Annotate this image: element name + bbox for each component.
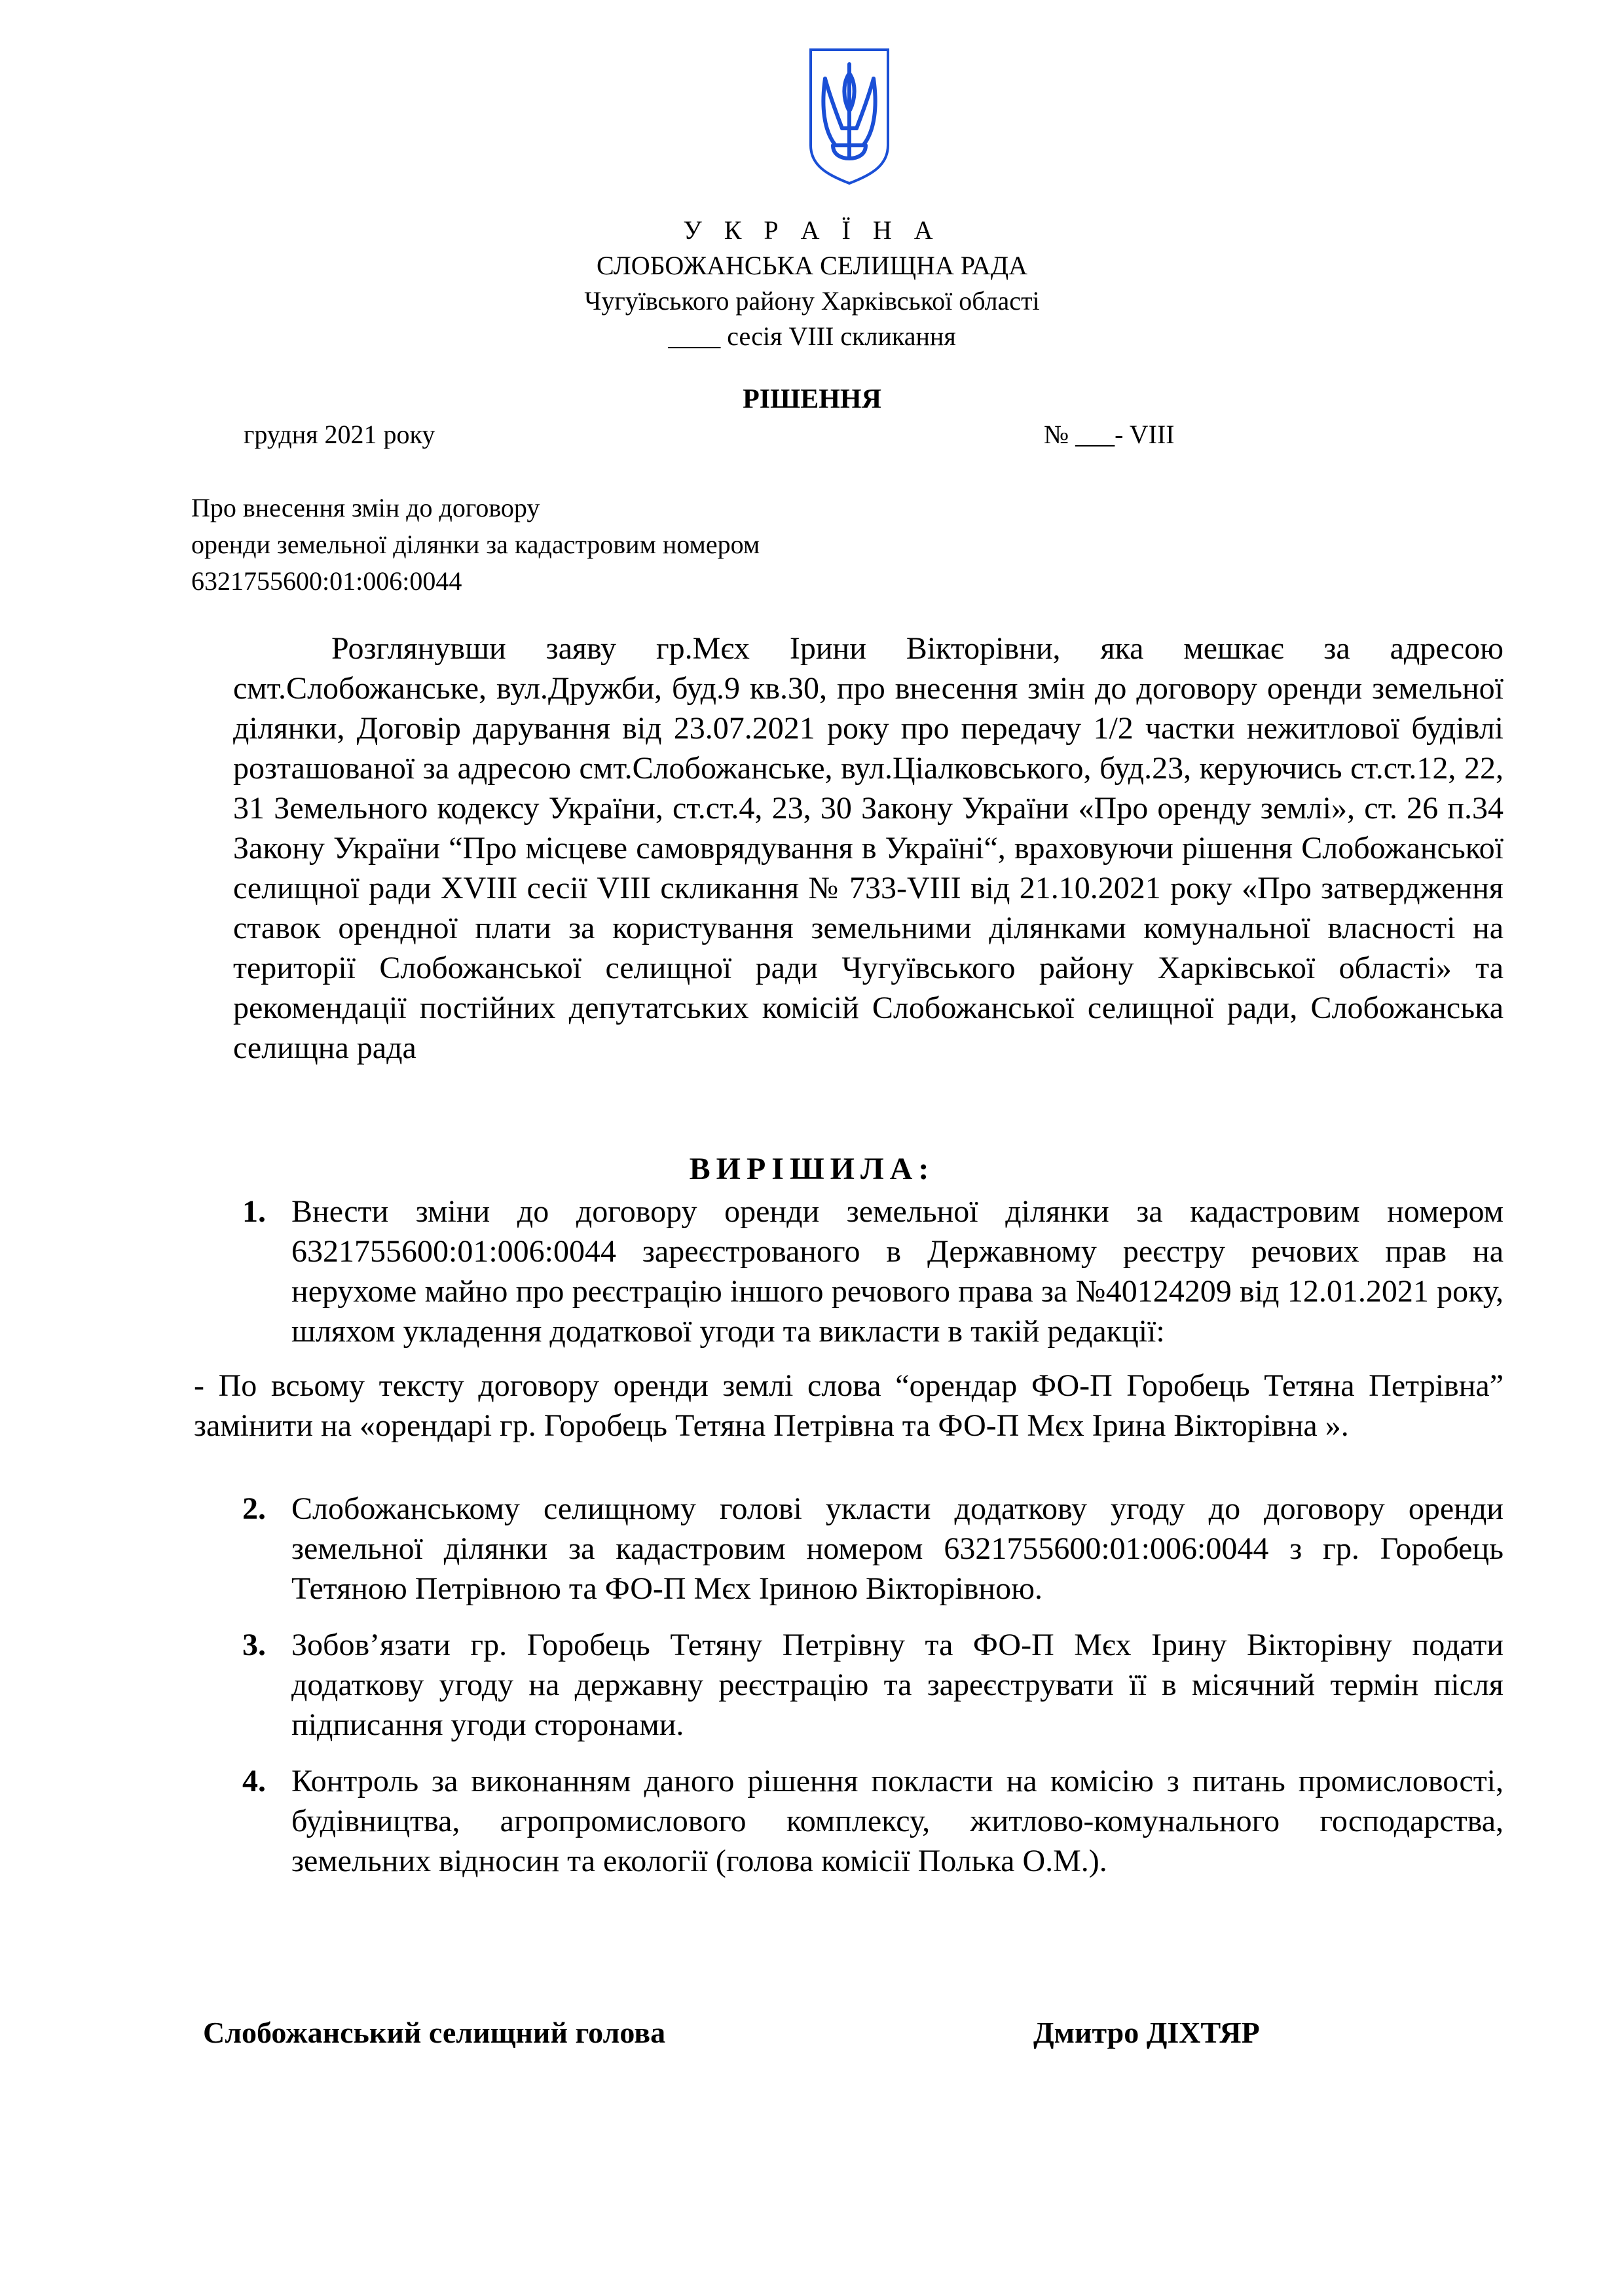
subject-line: 6321755600:01:006:0044 [191,566,462,596]
item-number: 3. [242,1628,266,1662]
item-text: Контроль за виконанням даного рішення покласти на комісію з питань промисловості, будівництва, агропромислового комплексу, житлово-комунального господарства, земельних відносин та екології (голова комісії Полька О.М.). [291,1764,1504,1878]
district-name: Чугуївського району Харківської області [584,286,1040,316]
decision-item [233,1489,1504,1609]
item-number: 1. [242,1194,266,1229]
decision-item [233,1192,1504,1351]
decision-item [233,1761,1504,1881]
decision-title: РІШЕННЯ [743,384,881,414]
signature-name: Дмитро ДІХТЯР [1033,2016,1260,2049]
item-number: 2. [242,1491,266,1526]
item-text: Зобов’язати гр. Горобець Тетяну Петрівну та ФО-П Мєх Ірину Вікторівну подати додаткову угоду на державну реєстрацію та зареєструвати її в місячний термін після підписання угоди сторонами. [291,1628,1504,1742]
council-name: СЛОБОЖАНСЬКА СЕЛИЩНА РАДА [596,251,1028,280]
trident-emblem-icon [807,47,892,186]
decision-date: грудня 2021 року [244,420,435,449]
item-number: 4. [242,1764,266,1798]
signature-position: Слобожанський селищний голова [203,2016,666,2049]
decision-number: № ___- VIII [1044,420,1175,449]
subject-line: оренди земельної ділянки за кадастровим номером [191,530,760,559]
country-name: У К Р А Ї Н А [683,215,941,245]
item-text: Внести зміни до договору оренди земельної ділянки за кадастровим номером 6321755600:01:006:0044 зареєстрованого в Державному реєстру речових прав на нерухоме майно про реєстрацію іншого речового права за №40124209 від 12.01.2021 року, шляхом укладення додаткової угоди та викласти в такій редакції: [291,1194,1504,1349]
preamble-paragraph: Розглянувши заяву гр.Мєх Ірини Вікторівни, яка мешкає за адресою смт.Слобожанське, вул.Дружби, буд.9 кв.30, про внесення змін до договору оренди земельної ділянки, Договір дарування від 23.07.2021 року про передачу 1/2 частки нежитлової будівлі розташованої за адресою смт.Слобожанське, вул.Ціалковського, буд.23, керуючись ст.ст.12, 22, 31 Земельного кодексу України, ст.ст.4, 23, 30 Закону України «Про оренду землі», ст. 26 п.34 Закону України “Про місцеве самоврядування в Україні“, враховуючи рішення Слобожанської селищної ради XVIII сесії VIII скликання № 733-VIII від 21.10.2021 року «Про затвердження ставок орендної плати за користування земельними ділянками комунальної власності на території Слобожанської селищної ради Чугуївського району Харківської області» та рекомендації постійних депутатських комісій Слобожанської селищної ради, Слобожанська селищна рада [233,631,1504,1065]
amendment-paragraph: - По всьому тексту договору оренди землі слова “орендар ФО-П Горобець Тетяна Петрівна” замінити на «орендарі гр. Горобець Тетяна Петрівна та ФО-П Мєх Ірина Вікторівна ». [194,1368,1504,1443]
session-line: ____ сесія VIII скликання [668,321,956,351]
decision-item [233,1625,1504,1745]
subject-line: Про внесення змін до договору [191,493,540,522]
decided-heading: ВИРІШИЛА: [689,1152,935,1186]
decision-subject [191,490,760,600]
item-text: Слобожанському селищному голові укласти додаткову угоду до договору оренди земельної ділянки за кадастровим номером 6321755600:01:006:0044 з гр. Горобець Тетяною Петрівною та ФО-П Мєх Іриною Вікторівною. [291,1491,1504,1606]
